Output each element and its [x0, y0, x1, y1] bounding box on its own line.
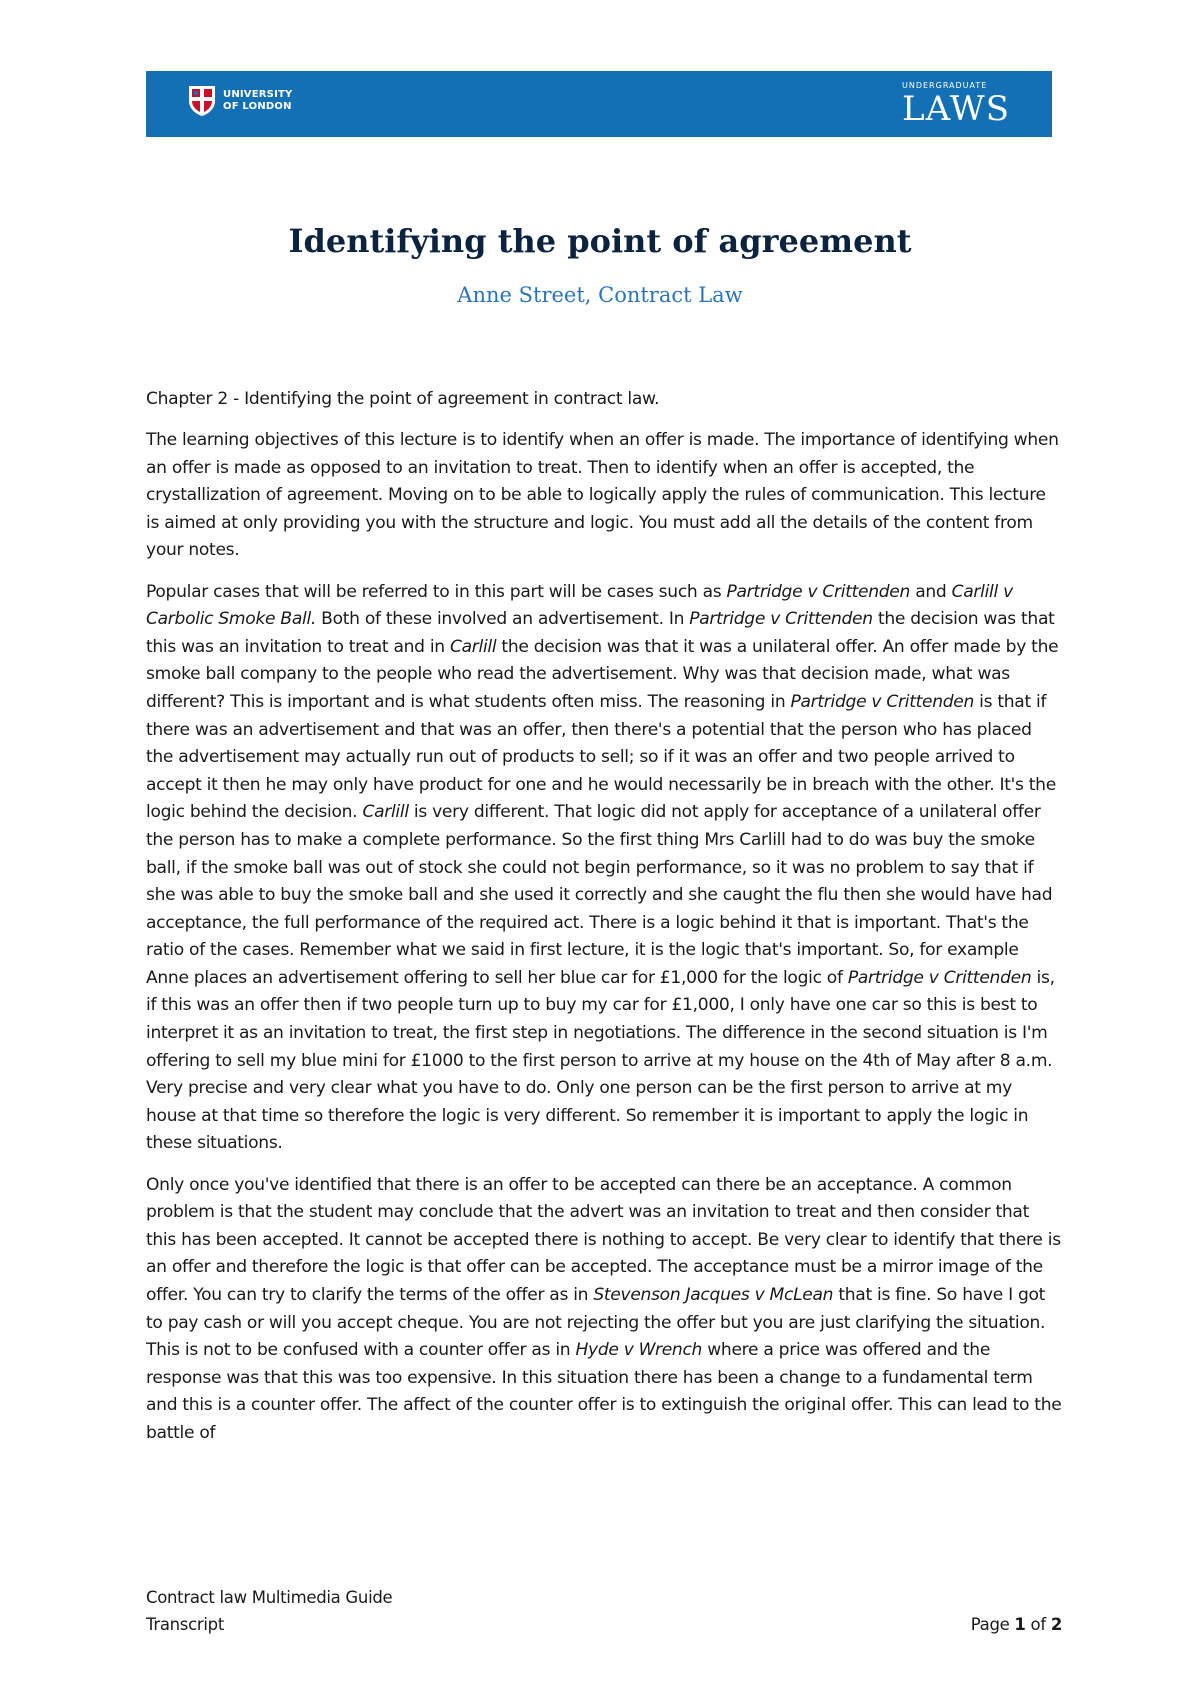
laws-logo-big: LAWS: [902, 89, 1010, 129]
laws-logo: [902, 81, 1010, 127]
body-text: [146, 386, 1062, 1461]
case-name: Carlill: [362, 802, 409, 823]
text-segment: Popular cases that will be referred to in this part will be cases such as: [146, 581, 727, 602]
text-segment: Chapter 2 - Identifying the point of agreement in contract law.: [146, 389, 660, 409]
case-name: Partridge v Crittenden: [726, 581, 911, 602]
text-segment: Both of these involved an advertisement. In: [316, 609, 690, 630]
text-segment: that is fine. So have I got to pay cash or will you accept cheque. You are not rejecting the offer but you are just clarifying the situation. This is not to be confused with a counter offer as in: [146, 1284, 1046, 1361]
case-name: Partridge v Crittenden: [790, 691, 975, 712]
paragraph: [146, 1172, 1062, 1448]
paragraph: [146, 386, 1062, 414]
page-prefix: Page: [970, 1615, 1015, 1634]
footer-left: [146, 1584, 392, 1638]
text-segment: and: [910, 581, 952, 602]
text-segment: is, if this was an offer then if two people turn up to buy my car for £1,000, I only have one car so this is best to interpret it as an invitation to treat, the first step in negotiations. The difference in the second situation is I'm offering to sell my blue mini for £1000 to the first person to arrive at my house on the 4th of May after 8 a.m. Very precise and very clear what you have to do. Only one person can be the first person to arrive at my house at that time so therefore the logic is very different. So remember it is important to apply the logic in these situations.: [146, 967, 1055, 1154]
text-segment: the decision was that it was a unilateral offer. An offer made by the smoke ball company to the people who read the advertisement. Why was that decision made, what was different? This is important and is what students often miss. The reasoning in: [146, 636, 1059, 712]
page-number: [971, 1611, 1062, 1638]
text-segment: The learning objectives of this lecture is to identify when an offer is made. The importance of identifying when an offer is made as opposed to an invitation to treat. Then to identify when an offer is accepted, the crystallization of agreement. Moving on to be able to logically apply the rules of communication. This lecture is aimed at only providing you with the structure and logic. You must add all the details of the content from your notes.: [146, 430, 1059, 561]
university-line-2: OF LONDON: [223, 101, 292, 112]
case-name: Partridge v Crittenden: [689, 609, 873, 630]
university-name: [223, 89, 292, 113]
page-current: 1: [1014, 1615, 1026, 1634]
case-name: Carlill: [449, 636, 497, 657]
document-title: Identifying the point of agreement: [288, 222, 912, 260]
text-segment: Only once you've identified that there is an offer to be accepted can there be an acceptance. A common problem is that the student may conclude that the advert was an invitation to treat and then consider that this has been accepted. It cannot be accepted there is nothing to accept. Be very clear to identify that there is an offer and therefore the logic is that offer can be accepted. The acceptance must be a mirror image of the offer. You can try to clarify the terms of the offer as in: [146, 1174, 1061, 1305]
document-subtitle: Anne Street, Contract Law: [457, 283, 743, 307]
text-segment: is that if there was an advertisement and that was an offer, then there's a potential that the person who has placed the advertisement may actually run out of products to sell; so if it was an offer and two people arrived to accept it then he may only have product for one and he would necessarily be in breach with the other. It's the logic behind the decision.: [146, 691, 1056, 823]
university-logo: [188, 85, 292, 117]
paragraph: [146, 427, 1062, 565]
laws-logo-small: UNDERGRADUATE: [902, 81, 988, 90]
case-name: Partridge v Crittenden: [847, 967, 1032, 988]
footer-doc-type: Transcript: [146, 1615, 224, 1634]
page-total: 2: [1050, 1615, 1062, 1634]
case-name: Hyde v Wrench: [575, 1340, 703, 1361]
crest-icon: [188, 85, 216, 117]
footer-guide-title: Contract law Multimedia Guide: [146, 1588, 393, 1607]
case-name: Carlill v Carbolic Smoke Ball.: [146, 581, 1013, 630]
page-mid: of: [1025, 1615, 1051, 1634]
university-line-1: UNIVERSITY: [223, 89, 293, 100]
text-segment: the decision was that this was an invitation to treat and in: [146, 609, 1055, 657]
paragraph: [146, 579, 1062, 1158]
case-name: Stevenson Jacques v McLean: [593, 1284, 834, 1305]
text-segment: where a price was offered and the response was that this was too expensive. In this situation there has been a change to a fundamental term and this is a counter offer. The affect of the counter offer is to extinguish the original offer. This can lead to the battle of: [146, 1340, 1062, 1443]
header-banner: [146, 71, 1052, 137]
text-segment: is very different. That logic did not apply for acceptance of a unilateral offer the person has to make a complete performance. So the first thing Mrs Carlill had to do was buy the smoke ball, if the smoke ball was out of stock she could not begin performance, so it was no problem to say that if she was able to buy the smoke ball and she used it correctly and she caught the flu then she would have had acceptance, the full performance of the required act. There is a logic behind it that is important. That's the ratio of the cases. Remember what we said in first lecture, it is the logic that's important. So, for example Anne places an advertisement offering to sell her blue car for £1,000 for the logic of: [146, 802, 1053, 988]
